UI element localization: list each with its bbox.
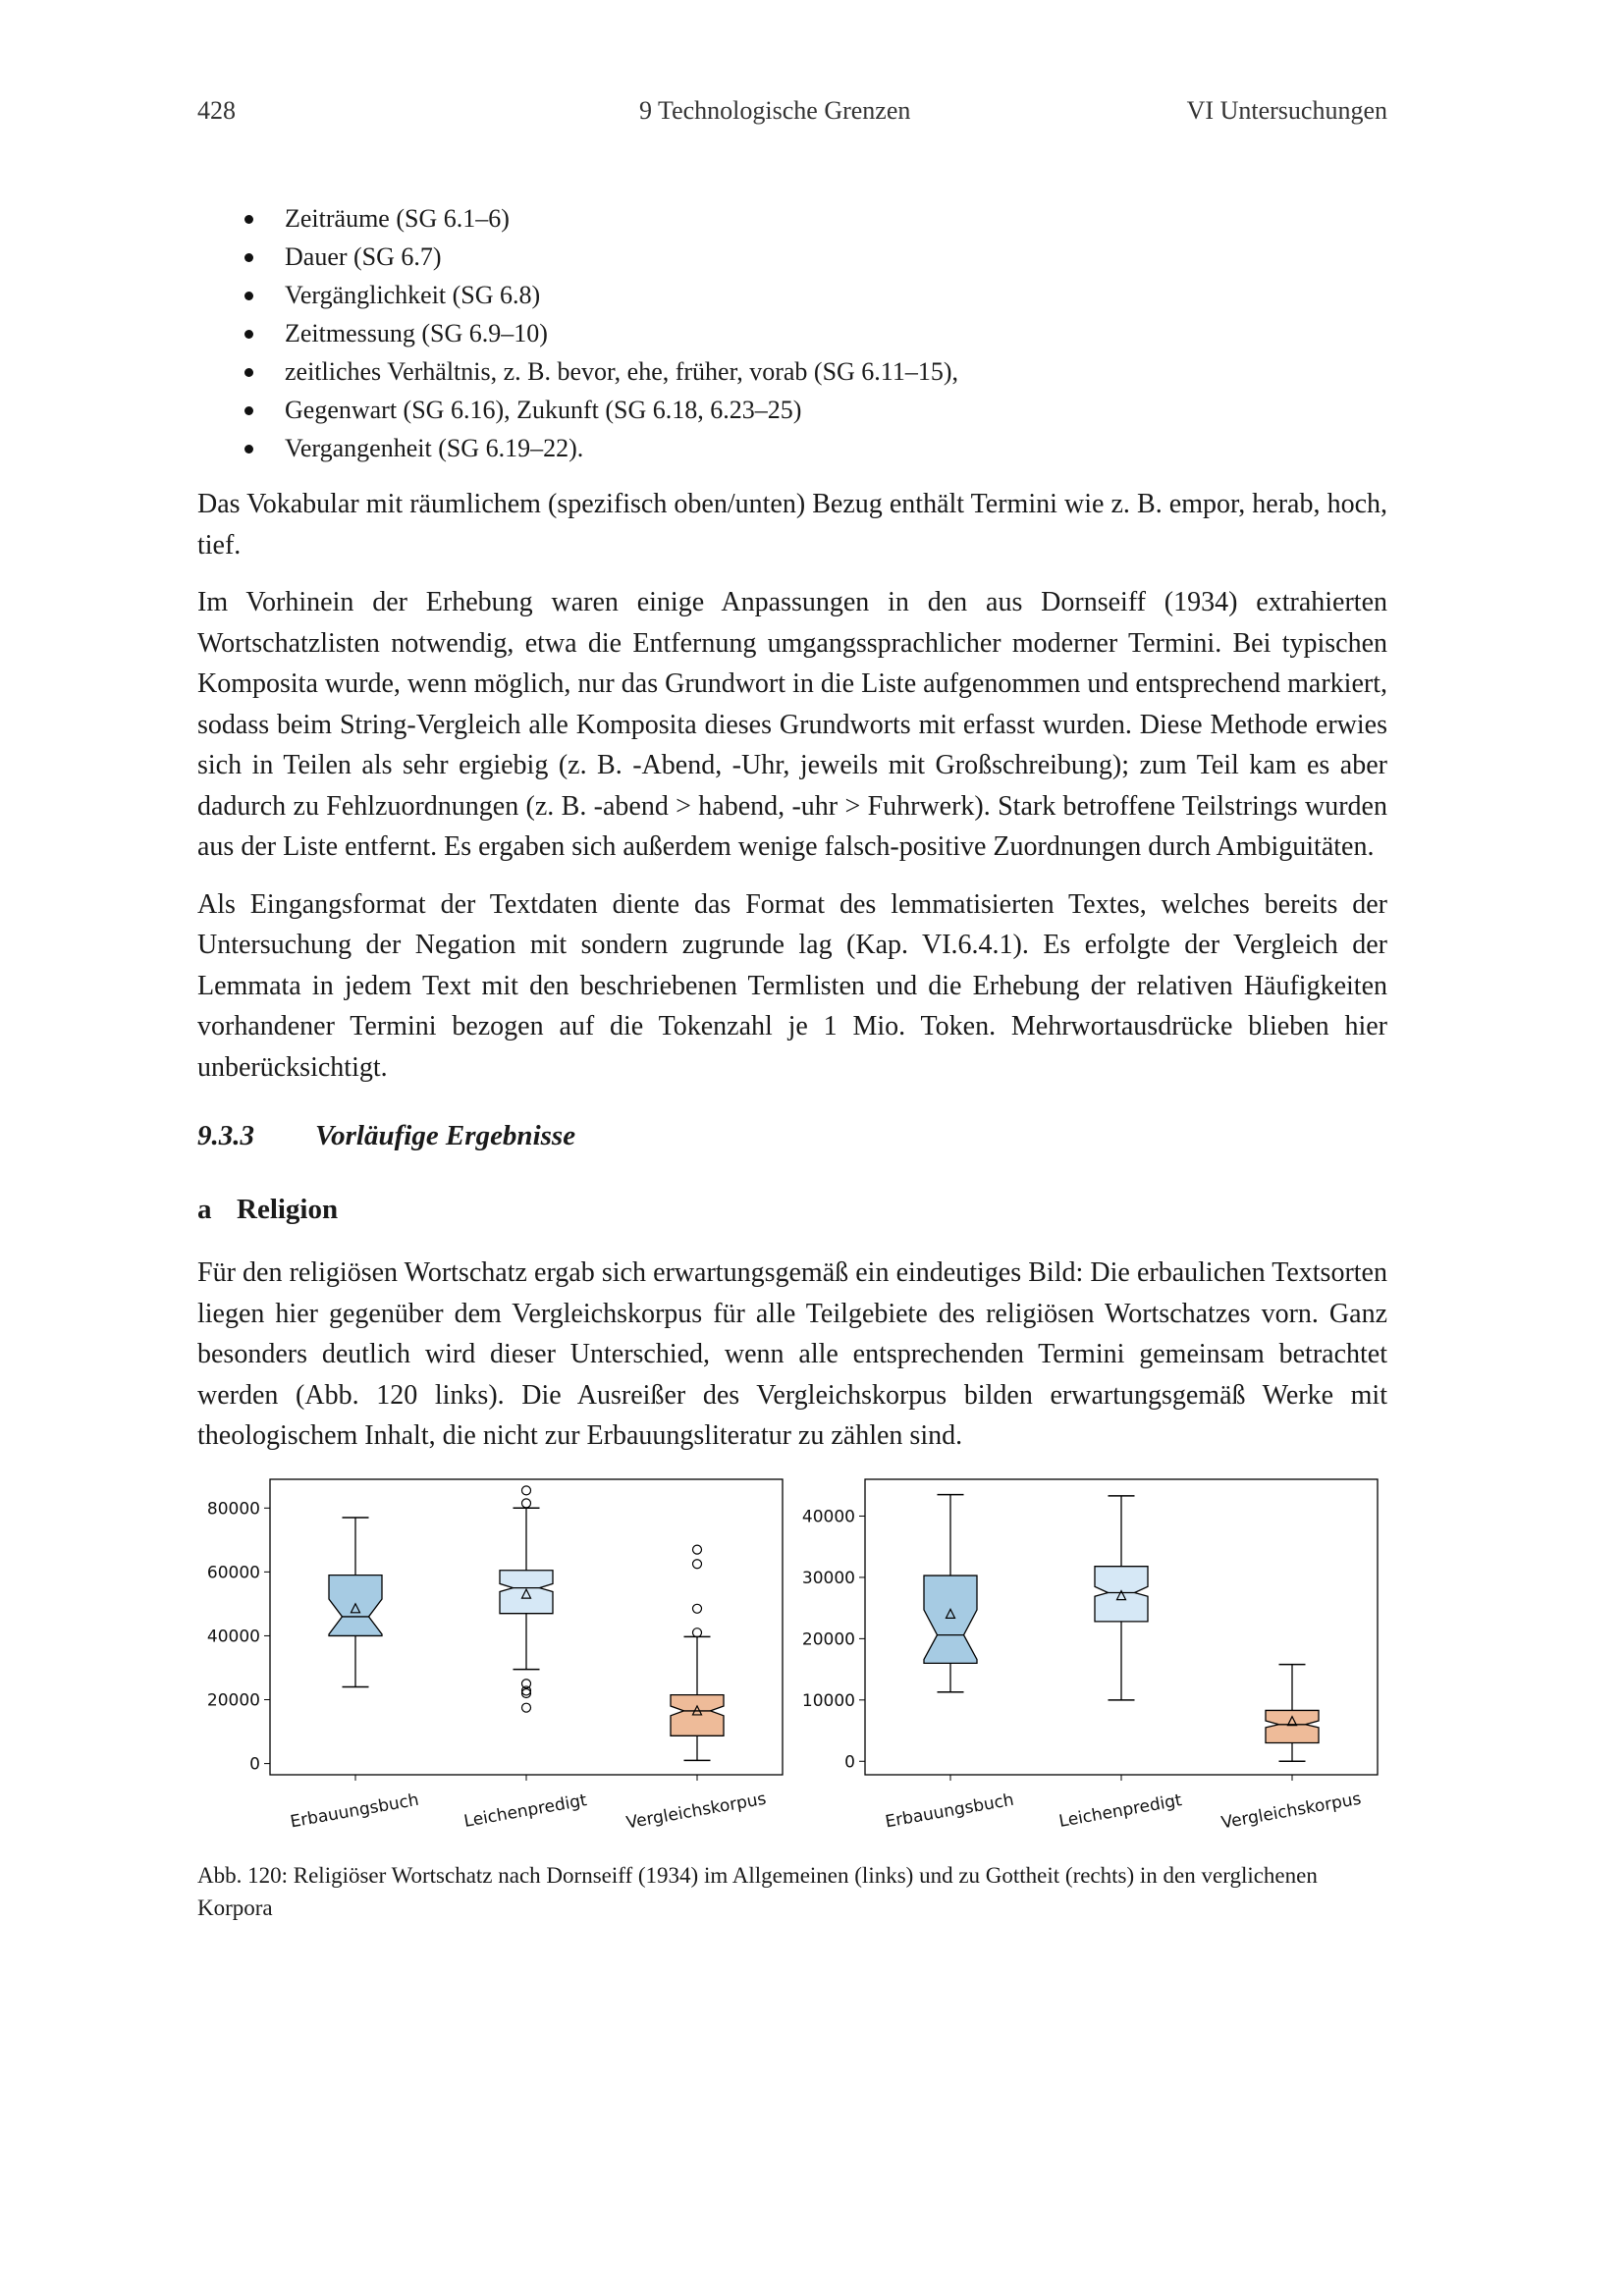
list-item: Zeiträume (SG 6.1–6) [285, 199, 1387, 238]
x-tick-label: Erbauungsbuch [884, 1789, 1016, 1832]
x-tick-label: Vergleichskorpus [624, 1789, 768, 1833]
notched-box [329, 1575, 382, 1635]
y-tick-label: 20000 [206, 1690, 260, 1711]
y-tick-label: 0 [844, 1751, 855, 1772]
y-tick-label: 80000 [206, 1498, 260, 1519]
section-title: Vorläufige Ergebnisse [315, 1120, 576, 1151]
boxplot-right [790, 1463, 1399, 1855]
semantic-group-list [285, 199, 1387, 467]
x-tick-label: Leichenpredigt [462, 1789, 589, 1832]
list-item: Vergangenheit (SG 6.19–22). [285, 429, 1387, 467]
section-heading [197, 1119, 1387, 1153]
paragraph: Im Vorhinein der Erhebung waren einige Anpassungen in den aus Dornseiff (1934) extrahierten Wortschatzlisten notwendig, etwa die Entfernung umgangssprachlicher moderner Termini. Bei typischen Komposita wurde, wenn möglich, nur das Grundwort in die Liste aufgenommen und entsprechend markiert, sodass beim String-Vergleich alle Komposita dieses Grundworts mit erfasst wurden. Diese Methode erwies sich in Teilen als sehr ergiebig (z. B. -Abend, -Uhr, jeweils mit Großschreibung); zum Teil kam es aber dadurch zu Fehlzuordnungen (z. B. -abend > habend, -uhr > Fuhrwerk). Stark betroffene Teilstrings wurden aus der Liste entfernt. Es ergaben sich außerdem wenige falsch-positive Zuordnungen durch Ambiguitäten. [197, 587, 1387, 862]
boxplot-left [191, 1463, 800, 1855]
x-tick-label: Vergleichskorpus [1219, 1789, 1363, 1833]
y-tick-label: 40000 [801, 1506, 855, 1526]
list-item: Dauer (SG 6.7) [285, 238, 1387, 276]
paragraph: Das Vokabular mit räumlichem (spezifisch oben/unten) Bezug enthält Termini wie z. B. empor, herab, hoch, tief. [197, 489, 1387, 561]
y-tick-label: 30000 [801, 1568, 855, 1588]
notched-box [924, 1575, 977, 1663]
list-item: zeitliches Verhältnis, z. B. bevor, ehe, früher, vorab (SG 6.11–15), [285, 352, 1387, 391]
subsection-title: Religion [237, 1194, 339, 1225]
list-item: Vergänglichkeit (SG 6.8) [285, 276, 1387, 314]
subsection-letter: a [197, 1194, 212, 1225]
x-tick-label: Leichenpredigt [1057, 1789, 1184, 1832]
outlier-point [522, 1703, 531, 1712]
paragraph: Als Eingangsformat der Textdaten diente das Format des lemmatisierten Textes, welches bereits der Untersuchung der Negation mit sondern zugrunde lag (Kap. VI.6.4.1). Es erfolgte der Vergleich der Lemmata in jedem Text mit den beschriebenen Termlisten und die Erhebung der relativen Häufigkeiten vorhandener Termini bezogen auf die Tokenzahl je 1 Mio. Token. Mehrwortausdrücke blieben hier unberücksichtigt. [197, 888, 1387, 1083]
notched-box [500, 1570, 553, 1613]
page-column [197, 96, 1387, 1924]
section-number: 9.3.3 [197, 1120, 254, 1151]
running-header [197, 96, 1387, 126]
chapter-title: 9 Technologische Grenzen [639, 96, 911, 125]
paragraph: Für den religiösen Wortschatz ergab sich erwartungsgemäß ein eindeutiges Bild: Die erbaulichen Textsorten liegen hier gegenüber dem Vergleichskorpus für alle Teilgebiete des religiösen Wortschatzes vorn. Ganz besonders deutlich wird dieser Unterschied, wenn alle entsprechenden Termini gemeinsam betrachtet werden (Abb. 120 links). Die Ausreißer des Vergleichskorpus bilden erwartungsgemäß Werke mit theologischem Inhalt, die nicht zur Erbauungsliteratur zu zählen sind. [197, 1257, 1387, 1451]
figure-caption: Abb. 120: Religiöser Wortschatz nach Dornseiff (1934) im Allgemeinen (links) und zu Gottheit (rechts) in den verglichenen Korpora [197, 1862, 1318, 1920]
x-tick-label: Erbauungsbuch [289, 1789, 421, 1832]
part-title: VI Untersuchungen [1186, 96, 1387, 125]
outlier-point [522, 1485, 531, 1494]
page-number: 428 [197, 96, 236, 125]
outlier-point [693, 1545, 702, 1554]
y-tick-label: 20000 [801, 1629, 855, 1649]
list-item: Zeitmessung (SG 6.9–10) [285, 314, 1387, 352]
y-tick-label: 10000 [801, 1690, 855, 1711]
outlier-point [693, 1559, 702, 1568]
outlier-point [693, 1628, 702, 1636]
notched-box [1095, 1566, 1148, 1621]
y-tick-label: 60000 [206, 1562, 260, 1582]
list-item: Gegenwart (SG 6.16), Zukunft (SG 6.18, 6.23–25) [285, 391, 1387, 429]
outlier-point [693, 1604, 702, 1613]
y-tick-label: 40000 [206, 1626, 260, 1646]
figure-charts [197, 1463, 1387, 1855]
y-tick-label: 0 [249, 1754, 260, 1775]
subsection-heading [197, 1193, 1387, 1227]
outlier-point [522, 1498, 531, 1507]
